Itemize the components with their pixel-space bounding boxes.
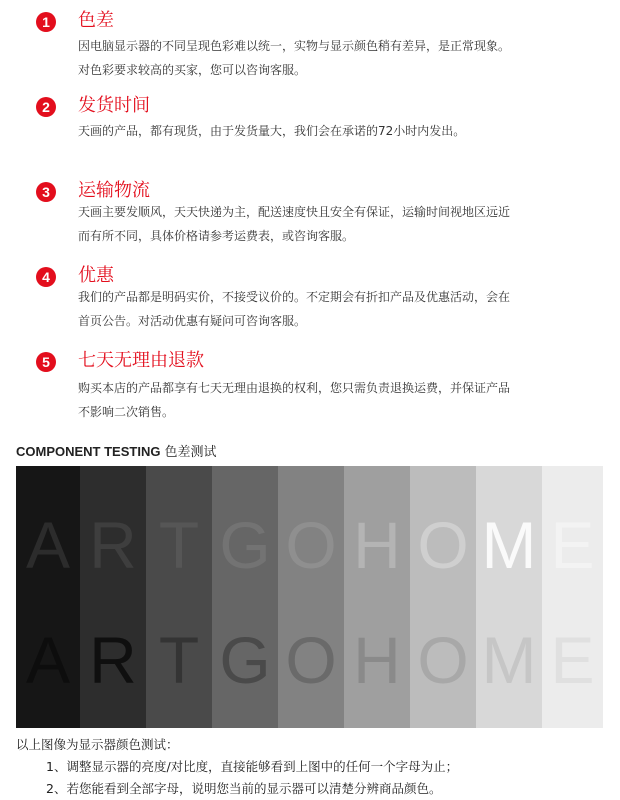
gray-block: [212, 466, 278, 728]
component-testing-heading-en: COMPONENT TESTING: [16, 444, 161, 459]
section-description: [78, 285, 598, 333]
test-letter-upper: T: [158, 508, 200, 582]
section-title: 七天无理由退款: [78, 350, 204, 371]
section-number-badge: 2: [36, 97, 56, 117]
test-letter-upper: A: [25, 508, 71, 582]
section-number-badge: 1: [36, 12, 56, 32]
test-letter-upper: R: [89, 508, 137, 582]
gray-block: [80, 466, 146, 728]
test-letter-lower: M: [481, 623, 537, 697]
test-letter-upper: G: [219, 508, 271, 582]
gray-block: [146, 466, 212, 728]
section-title: 优惠: [78, 265, 114, 286]
test-letter-upper: O: [417, 508, 469, 582]
section-number-badge: 3: [36, 182, 56, 202]
description-line: 因电脑显示器的不同呈现色彩难以统一，实物与显示颜色稍有差异，是正常现象。: [78, 39, 511, 53]
gray-block: [278, 466, 344, 728]
section-title: 色差: [78, 10, 114, 31]
test-letter-lower: E: [550, 623, 595, 697]
description-line: 购买本店的产品都享有七天无理由退换的权利，您只需负责退换运费，并保证产品: [78, 381, 511, 395]
test-letter-upper: H: [353, 508, 401, 582]
section-number-badge: 4: [36, 267, 56, 287]
test-letter-lower: R: [89, 623, 137, 697]
test-letter-lower: G: [219, 623, 271, 697]
section-number-badge: 5: [36, 352, 56, 372]
test-letter-lower: O: [285, 623, 337, 697]
description-line: 首页公告。对活动优惠有疑问可咨询客服。: [78, 314, 307, 328]
description-line: 我们的产品都是明码实价，不接受议价的。不定期会有折扣产品及优惠活动，会在: [78, 290, 511, 304]
test-letter-lower: T: [158, 623, 200, 697]
grayscale-test-strip: [16, 466, 603, 728]
gray-block: [476, 466, 542, 728]
component-testing-heading-cn: 色差测试: [164, 445, 217, 460]
description-line: 不影响二次销售。: [78, 405, 175, 419]
gray-block: [410, 466, 476, 728]
test-letter-lower: O: [417, 623, 469, 697]
section-description: [78, 200, 598, 248]
instructions-intro: 以上图像为显示器颜色测试：: [16, 737, 179, 752]
description-line: 天画主要发顺风，天天快递为主，配送速度快且安全有保证，运输时间视地区远近: [78, 205, 511, 219]
section-title: 发货时间: [78, 95, 150, 116]
section-description: [78, 119, 598, 143]
gray-block: [542, 466, 603, 728]
test-letter-upper: O: [285, 508, 337, 582]
test-letter-upper: M: [481, 508, 537, 582]
section-title: 运输物流: [78, 180, 150, 201]
test-letter-lower: A: [25, 623, 71, 697]
description-line: 对色彩要求较高的买家，您可以咨询客服。: [78, 63, 307, 77]
test-letter-lower: H: [353, 623, 401, 697]
test-letter-upper: E: [550, 508, 595, 582]
gray-block: [16, 466, 80, 728]
section-description: [78, 376, 598, 424]
component-testing-heading: [16, 441, 216, 460]
section-description: [78, 34, 598, 82]
test-instructions: [16, 734, 458, 800]
description-line: 天画的产品，都有现货，由于发货量大，我们会在承诺的72小时内发出。: [78, 124, 466, 138]
description-line: 而有所不同，具体价格请参考运费表，或咨询客服。: [78, 229, 355, 243]
instruction-item: 2、若您能看到全部字母，说明您当前的显示器可以清楚分辨商品颜色。: [46, 781, 442, 796]
instruction-item: 1、调整显示器的亮度/对比度，直接能够看到上图中的任何一个字母为止；: [46, 759, 459, 774]
gray-block: [344, 466, 410, 728]
